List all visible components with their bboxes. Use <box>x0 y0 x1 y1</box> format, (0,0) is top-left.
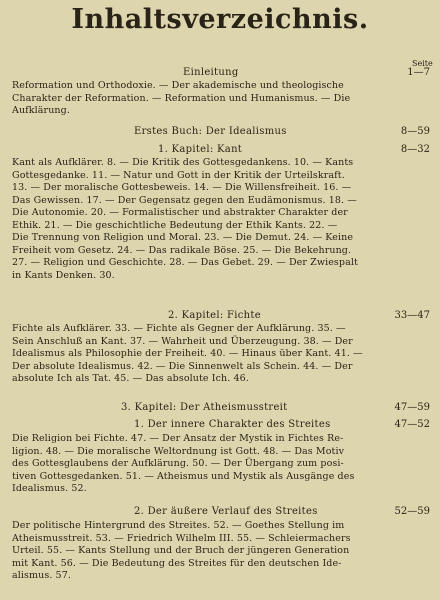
body-line: mit Kant. 56. — Die Bedeutung des Streites für den deutschen Ide- <box>12 557 342 569</box>
body-line: Idealismus als Philosophie der Freiheit. 40. — Hinaus über Kant. 41. — <box>12 348 363 359</box>
subsection-body-inner <box>12 433 430 496</box>
body-line: Ethik. 21. — Die geschichtliche Bedeutung der Ethik Kants. 22. — <box>12 219 338 231</box>
subsection-heading-inner: 1. Der innere Charakter des Streites <box>134 419 331 430</box>
chapter-heading-kant: 1. Kapitel: Kant <box>158 144 243 155</box>
body-line: tiven Gottesgedanken. 51. — Atheismus und Mystik als Ausgänge des <box>12 470 355 482</box>
chapter-heading-fichte: 2. Kapitel: Fichte <box>168 310 261 321</box>
body-line: ligion. 48. — Die moralische Weltordnung ist Gott. 48. — Das Motiv <box>12 445 345 457</box>
section-heading-einleitung: Einleitung <box>183 67 239 78</box>
body-line: Kant als Aufklärer. 8. — Die Kritik des Gottesgedankens. 10. — Kants <box>12 157 354 168</box>
page-title: Inhaltsverzeichnis. <box>71 4 369 35</box>
book-heading: Erstes Buch: Der Idealismus <box>134 126 287 137</box>
book-pages: 8—59 <box>400 126 430 137</box>
chapter-body-kant <box>12 157 430 282</box>
chapter-pages-kant: 8—32 <box>400 144 430 155</box>
chapter-pages-atheismusstreit: 47—59 <box>394 402 430 413</box>
body-line: Aufklärung. <box>12 105 70 116</box>
body-line: Freiheit vom Gesetz. 24. — Das radikale Böse. 25. — Die Bekehrung. <box>12 244 352 256</box>
subsection-heading-outer: 2. Der äußere Verlauf des Streites <box>134 506 318 517</box>
body-line: Das Gewissen. 17. — Der Gegensatz gegen den Eudämonismus. 18. — <box>12 194 357 206</box>
body-line: Gottesgedanke. 11. — Natur und Gott in der Kritik der Urteilskraft. <box>12 169 345 181</box>
body-line: Urteil. 55. — Kants Stellung und der Bruch der jüngeren Generation <box>12 545 350 556</box>
page-column-label: Seite <box>412 59 433 68</box>
body-line: Charakter der Reformation. — Reformation und Humanismus. — Die <box>12 92 351 104</box>
body-line: Fichte als Aufklärer. 33. — Fichte als Gegner der Aufklärung. 35. — <box>12 323 346 334</box>
body-line: Sein Anschluß an Kant. 37. — Wahrheit und Überzeugung. 38. — Der <box>12 335 353 347</box>
body-line: Idealismus. 52. <box>12 483 87 494</box>
body-line: alismus. 57. <box>12 570 71 581</box>
subsection-body-outer <box>12 520 430 583</box>
body-line: Die Trennung von Religion und Moral. 23. — Die Demut. 24. — Keine <box>12 232 354 243</box>
subsection-pages-outer: 52—59 <box>394 506 430 517</box>
body-line: absolute Ich als Tat. 45. — Das absolute Ich. 46. <box>12 373 249 384</box>
body-line: des Gottesglaubens der Aufklärung. 50. — Der Übergang zum posi- <box>12 458 344 469</box>
body-line: 13. — Der moralische Gottesbeweis. 14. — Die Willensfreiheit. 16. — <box>12 182 352 193</box>
body-line: Die Autonomie. 20. — Formalistischer und abstrakter Charakter der <box>12 207 348 218</box>
section-pages-einleitung: 1—7 <box>407 67 430 78</box>
chapter-heading-atheismusstreit: 3. Kapitel: Der Atheismusstreit <box>121 402 288 413</box>
body-line: Der politische Hintergrund des Streites. 52. — Goethes Stellung im <box>12 520 345 531</box>
body-line: in Kants Denken. 30. <box>12 269 115 281</box>
body-line: 27. — Religion und Geschichte. 28. — Das Gebet. 29. — Der Zwiespalt <box>12 257 358 268</box>
chapter-pages-fichte: 33—47 <box>394 310 430 321</box>
section-body-einleitung <box>12 80 430 118</box>
subsection-pages-inner: 47—52 <box>394 419 430 430</box>
body-line: Reformation und Orthodoxie. — Der akademische und theologische <box>12 80 344 91</box>
body-line: Atheismusstreit. 53. — Friedrich Wilhelm III. 55. — Schleiermachers <box>12 532 351 544</box>
body-line: Der absolute Idealismus. 42. — Die Sinnenwelt als Schein. 44. — Der <box>12 360 353 372</box>
chapter-body-fichte <box>12 323 430 386</box>
body-line: Die Religion bei Fichte. 47. — Der Ansatz der Mystik in Fichtes Re- <box>12 433 344 444</box>
